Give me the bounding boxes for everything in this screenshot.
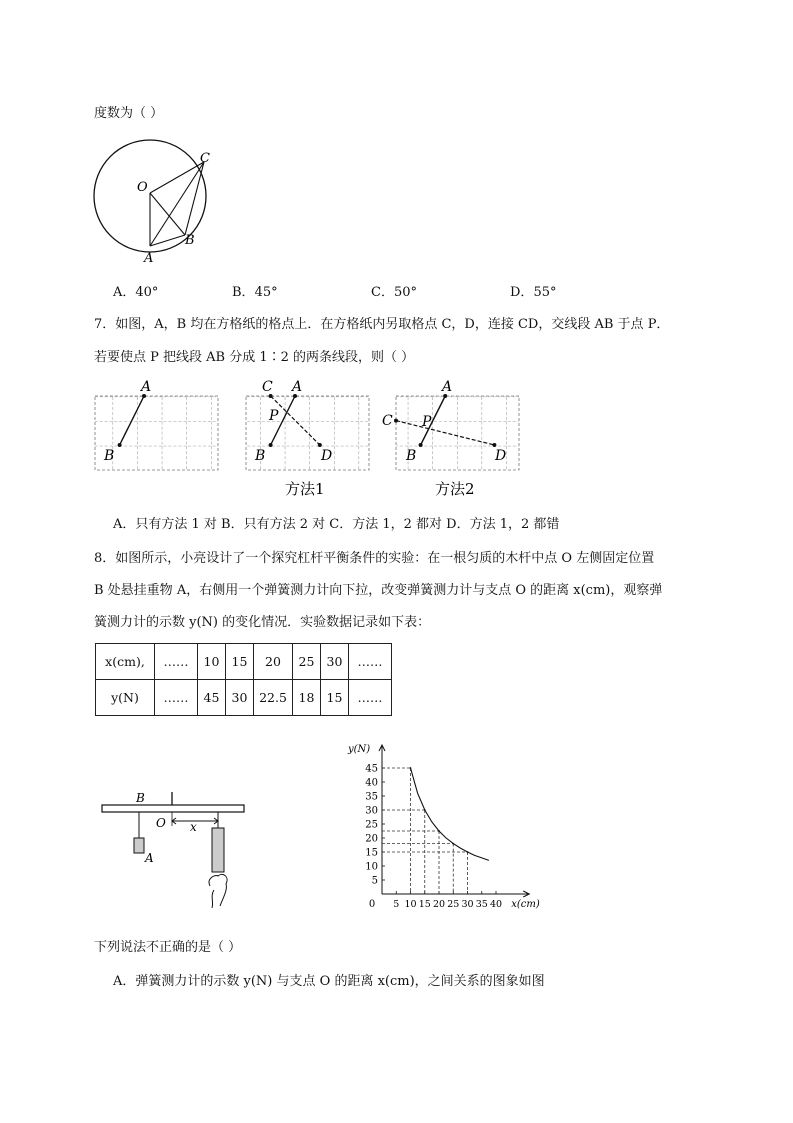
origin-label: 0: [368, 899, 376, 910]
table-cell: 30: [226, 680, 254, 716]
y-tick-label: 20: [365, 833, 378, 845]
x-tick-label: 5: [393, 899, 400, 910]
x-tick-label: 35: [475, 899, 488, 910]
lever-label-x: x: [190, 820, 197, 834]
y-tick-label: 5: [371, 875, 378, 887]
circle-figure: [88, 138, 228, 268]
table-cell: 45: [198, 680, 226, 716]
y-tick-label: 35: [365, 791, 378, 803]
spring-scale: [212, 828, 224, 872]
curve-series: [411, 768, 489, 860]
table-cell: ……: [155, 644, 198, 680]
grid-original: [95, 379, 218, 470]
table-cell: 20: [254, 644, 293, 680]
g3-label-p: P: [422, 414, 432, 430]
g3-label-b: B: [406, 448, 417, 464]
y-tick-label: 45: [365, 763, 378, 775]
table-cell: ……: [349, 644, 392, 680]
grid-figures: [88, 372, 538, 502]
table-cell: ……: [349, 680, 392, 716]
table-cell: 30: [321, 644, 349, 680]
q7-line-1: 7．如图，A，B 均在方格纸的格点上．在方格纸内另取格点 C，D，连接 CD，交线段 AB 于点 P．: [94, 317, 670, 332]
grid-method-2: [382, 379, 519, 470]
intro-line: 度数为（ ）: [94, 106, 164, 121]
data-point: [438, 830, 440, 832]
table-cell: 15: [321, 680, 349, 716]
g2-label-a: A: [292, 379, 303, 395]
y-tick-label: 30: [365, 805, 378, 817]
graph-y-vs-x: [340, 728, 545, 916]
q7-options: A．只有方法 1 对 B．只有方法 2 对 C．方法 1，2 都对 D．方法 1，2 都错: [113, 517, 560, 532]
x-axis-label: x(cm): [511, 899, 540, 910]
table-row-y: [96, 680, 392, 716]
x-tick-label: 40: [489, 899, 503, 910]
label-a: A: [144, 251, 154, 266]
q8-line-1: 8．如图所示，小亮设计了一个探究杠杆平衡条件的实验：在一根匀质的木杆中点 O 左侧固定位置: [94, 551, 655, 566]
table-cell: y(N): [96, 680, 155, 716]
table-cell: x(cm),: [96, 644, 155, 680]
data-point: [424, 809, 426, 811]
segment-bc: [185, 162, 204, 235]
caption-method-1: 方法1: [285, 480, 325, 498]
g2-label-c: C: [262, 379, 273, 395]
segment-ac: [150, 162, 204, 246]
g2-label-p: P: [269, 408, 279, 424]
lever-label-a: A: [145, 851, 154, 865]
segment-ab: [150, 235, 185, 246]
segment-oc: [150, 162, 204, 193]
g3-label-c: C: [382, 413, 393, 429]
data-point: [467, 851, 469, 853]
data-point: [410, 767, 412, 769]
hand-icon: [209, 874, 227, 908]
y-axis-label: y(N): [348, 744, 371, 755]
q7-line-2: 若要使点 P 把线段 AB 分成 1∶2 的两条线段，则（ ）: [94, 350, 415, 365]
data-point: [452, 843, 454, 845]
q6-option-a: A．40°: [113, 285, 159, 300]
x-tick-label: 15: [418, 899, 431, 910]
g2-label-b: B: [255, 448, 266, 464]
x-tick-label: 10: [404, 899, 417, 910]
g1-label-b: B: [104, 448, 115, 464]
q6-option-c: C．50°: [371, 285, 417, 300]
table-cell: 18: [293, 680, 321, 716]
table-row-x: [96, 644, 392, 680]
x-tick-label: 25: [447, 899, 460, 910]
weight-a: [134, 838, 144, 853]
table-cell: 15: [226, 644, 254, 680]
q6-option-d: D．55°: [510, 285, 557, 300]
x-tick-label: 20: [432, 899, 446, 910]
lever-label-b: B: [136, 791, 145, 805]
g3-label-d: D: [495, 448, 507, 464]
table-cell: 10: [198, 644, 226, 680]
table-cell: 22.5: [254, 680, 293, 716]
y-tick-label: 40: [365, 777, 378, 789]
y-tick-label: 25: [365, 819, 378, 831]
q8-question: 下列说法不正确的是（ ）: [94, 940, 242, 955]
g3-label-a: A: [442, 379, 453, 395]
y-tick-label: 10: [365, 861, 378, 873]
lever-label-o: O: [156, 816, 166, 830]
label-b: B: [185, 233, 195, 248]
lever-rod: [102, 805, 244, 812]
q8-line-2: B 处悬挂重物 A，右侧用一个弹簧测力计向下拉，改变弹簧测力计与支点 O 的距离 x(cm)，观察弹: [94, 583, 663, 598]
grid-method-1: [246, 379, 369, 470]
y-tick-label: 15: [365, 847, 378, 859]
table-cell: 25: [293, 644, 321, 680]
q8-line-3: 簧测力计的示数 y(N) 的变化情况．实验数据记录如下表：: [94, 615, 431, 630]
label-c: C: [200, 151, 210, 166]
lever-figure: [96, 790, 256, 915]
label-o: O: [137, 180, 148, 195]
x-tick-label: 30: [461, 899, 474, 910]
table-cell: ……: [155, 680, 198, 716]
g2-label-d: D: [321, 448, 333, 464]
data-table: [95, 643, 392, 716]
q8-option-a: A．弹簧测力计的示数 y(N) 与支点 O 的距离 x(cm)，之间关系的图象如图: [113, 974, 545, 989]
q6-option-b: B．45°: [232, 285, 278, 300]
caption-method-2: 方法2: [435, 480, 475, 498]
g1-label-a: A: [141, 379, 152, 395]
